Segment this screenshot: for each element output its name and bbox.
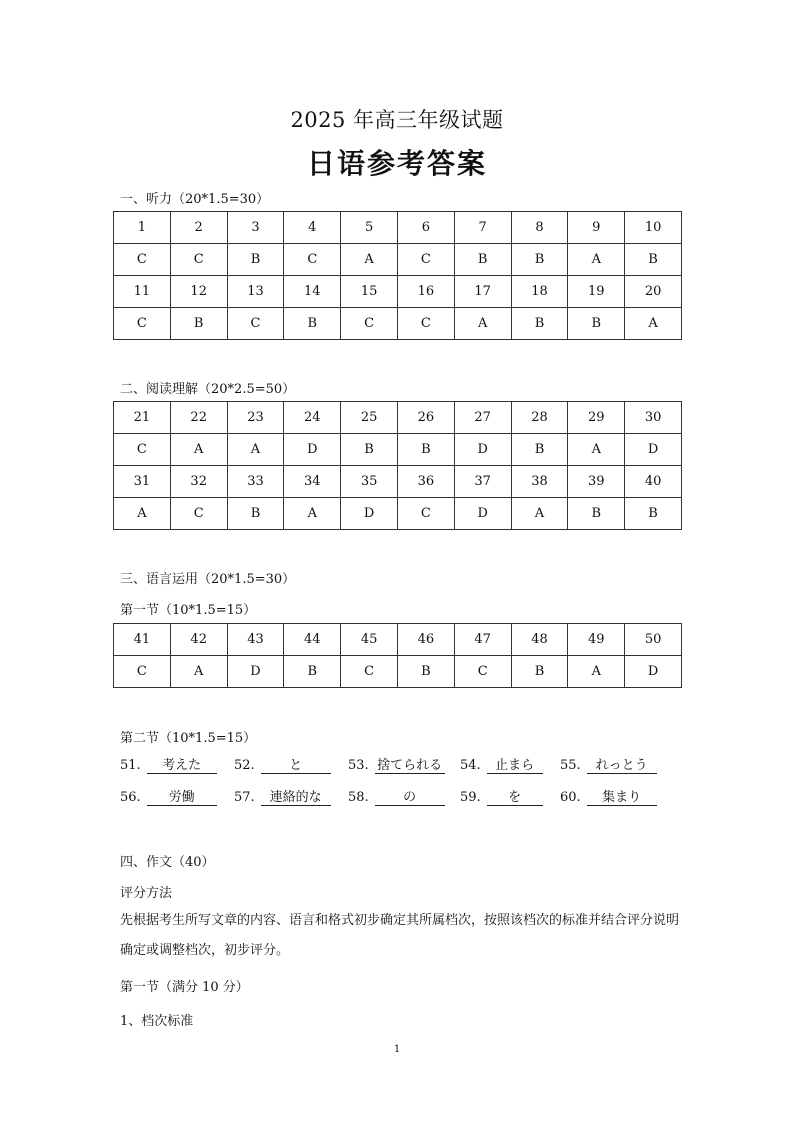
question-number-cell: 4	[284, 212, 341, 244]
question-number-row	[114, 212, 682, 244]
section4-part1-heading: 第一节（满分 10 分）	[120, 980, 249, 995]
question-number-cell: 7	[454, 212, 511, 244]
question-number-cell: 19	[568, 276, 625, 308]
answer-cell: B	[454, 244, 511, 276]
section2-heading: 二、阅读理解（20*2.5=50）	[120, 382, 296, 397]
fill-in-answer: と	[261, 758, 331, 774]
answer-cell: B	[625, 498, 682, 530]
answer-cell: D	[341, 498, 398, 530]
question-number-row	[114, 466, 682, 498]
question-number-cell: 23	[227, 402, 284, 434]
question-number-cell: 34	[284, 466, 341, 498]
answer-cell: A	[568, 434, 625, 466]
answer-cell: D	[625, 434, 682, 466]
fill-in-item: 55. れっとう	[560, 758, 657, 774]
question-number-cell: 39	[568, 466, 625, 498]
fill-in-row-1	[120, 758, 657, 774]
answer-cell: C	[114, 308, 171, 340]
fill-in-answer: の	[375, 790, 445, 806]
question-number-cell: 49	[568, 624, 625, 656]
question-number-cell: 42	[170, 624, 227, 656]
question-number-cell: 11	[114, 276, 171, 308]
document-subtitle: 日语参考答案	[306, 147, 487, 180]
reading-answer-table	[113, 401, 682, 530]
document-title: 2025 年高三年级试题	[290, 108, 504, 132]
answer-cell: A	[568, 656, 625, 688]
section4-heading: 四、作文（40）	[120, 855, 215, 870]
answer-cell: A	[170, 656, 227, 688]
answer-cell: B	[284, 656, 341, 688]
question-number-cell: 16	[397, 276, 454, 308]
answer-cell: C	[114, 656, 171, 688]
answer-row	[114, 434, 682, 466]
question-number-cell: 48	[511, 624, 568, 656]
answer-cell: B	[511, 656, 568, 688]
answer-cell: B	[568, 498, 625, 530]
fill-in-item: 59. を	[460, 790, 560, 806]
answer-cell: B	[284, 308, 341, 340]
question-number-cell: 18	[511, 276, 568, 308]
fill-in-answer: 捨てられる	[375, 758, 445, 774]
answer-cell: C	[397, 244, 454, 276]
fill-in-item: 57. 連絡的な	[234, 790, 348, 806]
answer-cell: B	[227, 498, 284, 530]
scoring-method-title: 评分方法	[120, 886, 173, 901]
question-number-cell: 21	[114, 402, 171, 434]
question-number-cell: 10	[625, 212, 682, 244]
answer-cell: B	[397, 656, 454, 688]
question-number-cell: 22	[170, 402, 227, 434]
question-number-cell: 17	[454, 276, 511, 308]
section1-heading: 一、听力（20*1.5=30）	[120, 192, 270, 207]
question-number-cell: 46	[397, 624, 454, 656]
fill-in-answer: 止まら	[487, 758, 543, 774]
question-number-cell: 38	[511, 466, 568, 498]
question-number-row	[114, 276, 682, 308]
answer-cell: D	[454, 434, 511, 466]
answer-cell: C	[284, 244, 341, 276]
question-number-cell: 43	[227, 624, 284, 656]
section3-heading: 三、语言运用（20*1.5=30）	[120, 572, 296, 587]
fill-in-item: 54. 止まら	[460, 758, 560, 774]
fill-in-row-2	[120, 790, 657, 806]
answer-cell: C	[170, 244, 227, 276]
answer-cell: C	[341, 308, 398, 340]
grade-standard-heading: 1、档次标准	[120, 1014, 194, 1029]
fill-in-answer: 労働	[147, 790, 217, 806]
answer-cell: A	[454, 308, 511, 340]
answer-row	[114, 244, 682, 276]
fill-in-item: 52. と	[234, 758, 348, 774]
question-number-cell: 14	[284, 276, 341, 308]
section3-part1-heading: 第一节（10*1.5=15）	[120, 603, 257, 618]
question-number-row	[114, 624, 682, 656]
answer-cell: A	[114, 498, 171, 530]
question-number-cell: 36	[397, 466, 454, 498]
question-number-cell: 26	[397, 402, 454, 434]
answer-cell: D	[284, 434, 341, 466]
fill-in-item: 56. 労働	[120, 790, 234, 806]
answer-cell: C	[170, 498, 227, 530]
question-number-cell: 35	[341, 466, 398, 498]
question-number-cell: 25	[341, 402, 398, 434]
fill-in-answer: 集まり	[587, 790, 657, 806]
answer-cell: D	[227, 656, 284, 688]
question-number-cell: 47	[454, 624, 511, 656]
answer-cell: B	[511, 434, 568, 466]
answer-cell: A	[568, 244, 625, 276]
question-number-cell: 9	[568, 212, 625, 244]
answer-row	[114, 656, 682, 688]
language-use-answer-table	[113, 623, 682, 688]
answer-cell: C	[397, 308, 454, 340]
answer-cell: C	[114, 434, 171, 466]
question-number-cell: 2	[170, 212, 227, 244]
question-number-row	[114, 402, 682, 434]
answer-cell: C	[397, 498, 454, 530]
answer-row	[114, 308, 682, 340]
question-number-cell: 32	[170, 466, 227, 498]
answer-row	[114, 498, 682, 530]
question-number-cell: 15	[341, 276, 398, 308]
listening-answer-table	[113, 211, 682, 340]
answer-cell: C	[114, 244, 171, 276]
answer-cell: D	[625, 656, 682, 688]
question-number-cell: 6	[397, 212, 454, 244]
question-number-cell: 5	[341, 212, 398, 244]
question-number-cell: 13	[227, 276, 284, 308]
fill-in-item: 60. 集まり	[560, 790, 657, 806]
question-number-cell: 24	[284, 402, 341, 434]
answer-cell: B	[227, 244, 284, 276]
answer-cell: B	[511, 244, 568, 276]
fill-in-answer: 連絡的な	[261, 790, 331, 806]
question-number-cell: 45	[341, 624, 398, 656]
answer-cell: A	[284, 498, 341, 530]
answer-cell: B	[625, 244, 682, 276]
question-number-cell: 44	[284, 624, 341, 656]
answer-cell: B	[397, 434, 454, 466]
question-number-cell: 8	[511, 212, 568, 244]
question-number-cell: 30	[625, 402, 682, 434]
section3-part2-heading: 第二节（10*1.5=15）	[120, 731, 257, 746]
question-number-cell: 27	[454, 402, 511, 434]
answer-cell: A	[625, 308, 682, 340]
fill-in-item: 51. 考えた	[120, 758, 234, 774]
answer-cell: B	[341, 434, 398, 466]
fill-in-answer: を	[487, 790, 543, 806]
answer-cell: A	[511, 498, 568, 530]
question-number-cell: 50	[625, 624, 682, 656]
question-number-cell: 28	[511, 402, 568, 434]
question-number-cell: 12	[170, 276, 227, 308]
question-number-cell: 31	[114, 466, 171, 498]
answer-cell: C	[454, 656, 511, 688]
fill-in-answer: 考えた	[147, 758, 217, 774]
answer-cell: A	[341, 244, 398, 276]
question-number-cell: 33	[227, 466, 284, 498]
question-number-cell: 37	[454, 466, 511, 498]
question-number-cell: 41	[114, 624, 171, 656]
answer-cell: D	[454, 498, 511, 530]
answer-cell: B	[511, 308, 568, 340]
answer-cell: C	[341, 656, 398, 688]
question-number-cell: 40	[625, 466, 682, 498]
question-number-cell: 1	[114, 212, 171, 244]
question-number-cell: 29	[568, 402, 625, 434]
fill-in-item: 58. の	[348, 790, 460, 806]
answer-cell: A	[170, 434, 227, 466]
question-number-cell: 20	[625, 276, 682, 308]
page-number: 1	[393, 1044, 401, 1055]
answer-cell: A	[227, 434, 284, 466]
question-number-cell: 3	[227, 212, 284, 244]
fill-in-item: 53. 捨てられる	[348, 758, 460, 774]
answer-cell: C	[227, 308, 284, 340]
scoring-method-text: 先根据考生所写文章的内容、语言和格式初步确定其所属档次，按照该档次的标准并结合评分说明确定或调整档次，初步评分。	[120, 913, 680, 958]
fill-in-answer: れっとう	[587, 758, 657, 774]
answer-cell: B	[568, 308, 625, 340]
answer-cell: B	[170, 308, 227, 340]
